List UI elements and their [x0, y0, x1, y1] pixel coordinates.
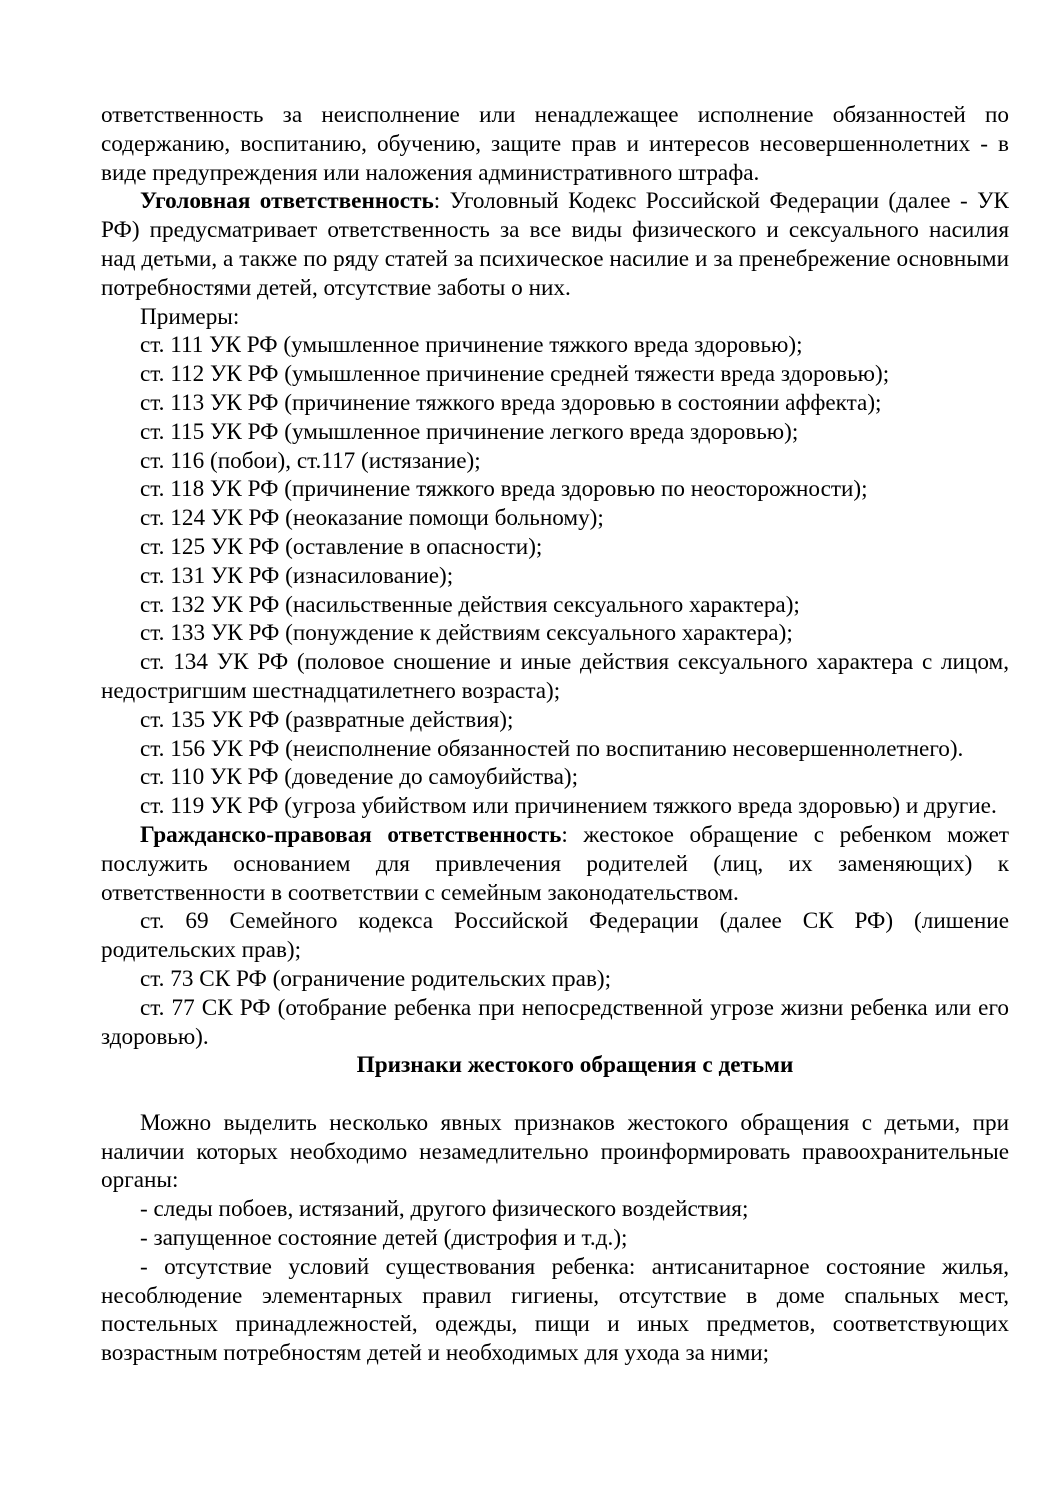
article-item: ст. 111 УК РФ (умышленное причинение тяжкого вреда здоровью);: [140, 332, 803, 359]
article-item: ст. 73 СК РФ (ограничение родительских прав);: [140, 965, 612, 992]
paragraph-signs-intro: Можно выделить несколько явных признаков жестокого обращения с детьми, при наличии которых необходимо незамедлительно проинформировать правоохранительные органы:: [101, 1109, 1009, 1194]
article-item: ст. 119 УК РФ (угроза убийством или причинением тяжкого вреда здоровью) и другие.: [140, 793, 997, 820]
article-item: ст. 133 УК РФ (понуждение к действиям сексуального характера);: [140, 620, 793, 647]
article-item: ст. 125 УК РФ (оставление в опасности);: [140, 533, 543, 560]
civil-liability-label: Гражданско-правовая ответственность: [140, 821, 562, 848]
examples-label: Примеры:: [140, 303, 240, 330]
article-item: ст. 135 УК РФ (развратные действия);: [140, 706, 514, 733]
criminal-liability-text: : Уголовный Кодекс Российской Федерации (далее - УК РФ) предусматривает ответственность за все виды физического и сексуального насилия над детьми, а также по ряду статей за психическое насилие и за пренебрежение основными потребностями детей, отсутствие заботы о них.: [101, 188, 1009, 301]
article-item: ст. 132 УК РФ (насильственные действия сексуального характера);: [140, 591, 800, 618]
civil-liability-text: : жестокое обращение с ребенком может послужить основанием для привлечения родителей (лиц, их заменяющих) к ответственности в соответствии с семейным законодательством.: [101, 821, 1010, 906]
section-heading: Признаки жестокого обращения с детьми: [356, 1052, 794, 1079]
article-item: ст. 77 СК РФ (отобрание ребенка при непосредственной угрозе жизни ребенка или его здоровью).: [101, 994, 1009, 1050]
paragraph-civil-liability: [101, 821, 1009, 907]
article-item: ст. 156 УК РФ (неисполнение обязанностей по воспитанию несовершеннолетнего).: [140, 735, 964, 762]
sign-item: - запущенное состояние детей (дистрофия и т.д.);: [140, 1225, 628, 1252]
article-item: ст. 118 УК РФ (причинение тяжкого вреда здоровью по неосторожности);: [140, 476, 868, 503]
paragraph-criminal-liability: [101, 187, 1009, 302]
article-item: ст. 110 УК РФ (доведение до самоубийства);: [140, 764, 579, 791]
article-item: ст. 131 УК РФ (изнасилование);: [140, 562, 454, 589]
paragraph-admin-liability: ответственность за неисполнение или ненадлежащее исполнение обязанностей по содержанию, воспитанию, обучению, защите прав и интересов несовершеннолетних - в виде предупреждения или наложения административного штрафа.: [101, 102, 1009, 186]
article-item: ст. 115 УК РФ (умышленное причинение легкого вреда здоровью);: [140, 418, 799, 445]
article-item: ст. 112 УК РФ (умышленное причинение средней тяжести вреда здоровью);: [140, 361, 890, 388]
sign-item: - следы побоев, истязаний, другого физического воздействия;: [140, 1196, 749, 1223]
article-item: ст. 134 УК РФ (половое сношение и иные действия сексуального характера с лицом, недостригшим шестнадцатилетнего возраста);: [101, 649, 1009, 704]
document-page: [101, 101, 1009, 1368]
sign-item: - отсутствие условий существования ребенка: антисанитарное состояние жилья, несоблюдение элементарных правил гигиены, отсутствие в доме спальных мест, постельных принадлежностей, одежды, пищи и иных предметов, соответствующих возрастным потребностям детей и необходимых для ухода за ними;: [101, 1253, 1009, 1367]
article-item: ст. 124 УК РФ (неоказание помощи больному);: [140, 505, 604, 532]
blank-line: [101, 1080, 1009, 1109]
article-item: ст. 113 УК РФ (причинение тяжкого вреда здоровью в состоянии аффекта);: [140, 389, 882, 416]
criminal-liability-label: Уголовная ответственность: [140, 188, 434, 215]
article-item: ст. 69 Семейного кодекса Российской Федерации (далее СК РФ) (лишение родительских прав);: [101, 908, 1009, 964]
article-item: ст. 116 (побои), ст.117 (истязание);: [140, 447, 481, 474]
